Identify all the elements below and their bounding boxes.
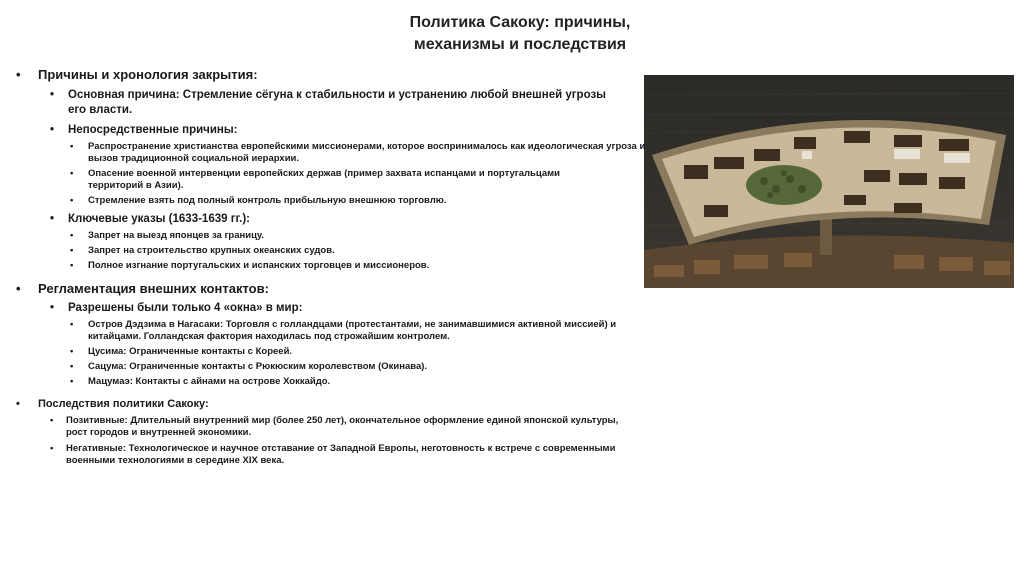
section-heading xyxy=(10,281,640,388)
slide-content xyxy=(10,67,646,467)
sub-item xyxy=(52,361,640,373)
sub-item xyxy=(52,346,640,358)
title-line-2: механизмы и последствия xyxy=(413,36,627,53)
sub-item xyxy=(52,230,640,242)
list-item xyxy=(30,88,640,118)
sub-item-text: • Запрет на выезд японцев за границу. xyxy=(88,230,265,241)
item-text: • Основная причина: Стремление сёгуна к стабильности и устранению любой внешней угрозы его власти. xyxy=(68,89,606,116)
sub-item-text: • Полное изгнание португальских и испанских торговцев и миссионеров. xyxy=(88,260,430,271)
list-item xyxy=(30,301,640,388)
heading-text: • Последствия политики Сакоку: xyxy=(38,398,209,410)
sub-item-text: • Мацумаэ: Контакты с айнами на острове Хоккайдо. xyxy=(88,376,331,387)
list-item xyxy=(30,212,640,272)
item-text: • Ключевые указы (1633-1639 гг.): xyxy=(68,213,250,225)
item-text: • Позитивные: Длительный внутренний мир (более 250 лет), окончательное оформление единой японской культуры, рост городов и внутренней экономики. xyxy=(66,415,619,438)
section-contacts xyxy=(10,281,640,388)
section-heading xyxy=(10,67,646,272)
item-text: • Негативные: Технологическое и научное отставание от Западной Европы, неготовность к встрече с современными военными технологиями в середине XIX века. xyxy=(66,443,616,466)
sub-item-text: • Цусима: Ограниченные контакты с Кореей. xyxy=(88,346,293,357)
sub-item xyxy=(52,168,640,192)
sub-item xyxy=(52,195,640,207)
section-causes xyxy=(10,67,646,272)
title-line-1: Политика Сакоку: причины, xyxy=(409,14,631,31)
list-item xyxy=(30,123,646,207)
sub-item xyxy=(52,260,640,272)
sub-item-text: • Стремление взять под полный контроль прибыльную внешнюю торговлю. xyxy=(88,195,447,206)
sub-item xyxy=(52,141,646,165)
slide-title xyxy=(300,12,740,56)
dejima-illustration xyxy=(644,75,1014,288)
sub-item xyxy=(52,245,640,257)
item-text: • Непосредственные причины: xyxy=(68,124,238,136)
sub-item-text: • Распространение христианства европейскими миссионерами, которое воспринималось как идеологическая угроза и вызов традиционной социальной иерархии. xyxy=(88,141,646,164)
sub-item-text: • Сацума: Ограниченные контакты с Рюкюским королевством (Окинава). xyxy=(88,361,428,372)
sub-item-text: • Остров Дэдзима в Нагасаки: Торговля с голландцами (протестантами, не занимавшимися активной миссией) и китайцами. Голландская фактория находилась под строжайшим контролем. xyxy=(88,319,617,342)
heading-text: • Причины и хронология закрытия: xyxy=(38,67,258,82)
sub-item xyxy=(52,319,640,343)
section-heading xyxy=(10,397,640,467)
list-item xyxy=(30,443,640,467)
section-consequences xyxy=(10,397,640,467)
sub-item-text: • Запрет на строительство крупных океанских судов. xyxy=(88,245,335,256)
sub-item-text: • Опасение военной интервенции европейских держав (пример захвата испанцами и португальцами территорий в Азии). xyxy=(88,168,561,191)
heading-text: • Регламентация внешних контактов: xyxy=(38,281,269,296)
item-text: • Разрешены были только 4 «окна» в мир: xyxy=(68,302,303,314)
sub-item xyxy=(52,376,640,388)
list-item xyxy=(30,415,640,439)
